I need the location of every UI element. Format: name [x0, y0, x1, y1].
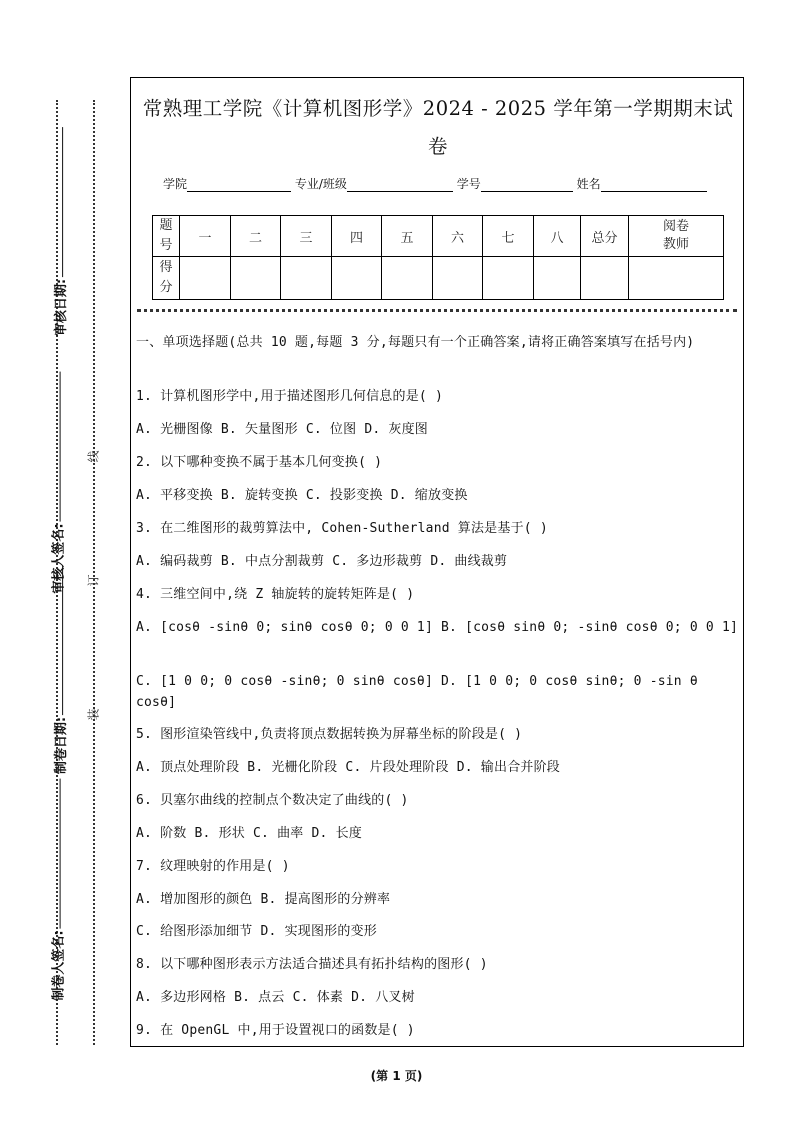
- question-4-options-ab: A. [cosθ -sinθ 0; sinθ cosθ 0; 0 0 1] B. [cosθ sinθ 0; -sinθ cosθ 0; 0 0 1]: [136, 620, 738, 635]
- question-1-stem: 1. 计算机图形学中,用于描述图形几何信息的是( ): [136, 389, 443, 404]
- score-cell-3[interactable]: [281, 257, 332, 300]
- name-field[interactable]: [601, 179, 707, 192]
- question-5-stem: 5. 图形渲染管线中,负责将顶点数据转换为屏幕坐标的阶段是( ): [136, 727, 523, 742]
- question-2-options: A. 平移变换 B. 旋转变换 C. 投影变换 D. 缩放变换: [136, 488, 468, 503]
- score-col-6: 六: [433, 216, 483, 257]
- student-info-row: [163, 175, 707, 192]
- question-2-stem: 2. 以下哪种变换不属于基本几何变换( ): [136, 455, 383, 470]
- binding-char-bind: 装: [86, 708, 101, 721]
- exam-title: 常熟理工学院《计算机图形学》2024 - 2025 学年第一学期期末试 卷: [142, 97, 734, 158]
- score-table: [152, 215, 724, 300]
- exam-paper-frame: [130, 77, 744, 1047]
- score-cell-8[interactable]: [534, 257, 581, 300]
- question-7-stem: 7. 纹理映射的作用是( ): [136, 859, 290, 874]
- compile-date-label: 制卷日期:: [50, 565, 69, 774]
- question-4-options-cd: C. [1 0 0; 0 cosθ -sinθ; 0 sinθ cosθ] D. [1 0 0; 0 cosθ sinθ; 0 -sin θ cosθ]: [136, 674, 698, 710]
- question-8-options: A. 多边形网格 B. 点云 C. 体素 D. 八叉树: [136, 990, 415, 1005]
- question-8-stem: 8. 以下哪种图形表示方法适合描述具有拓扑结构的图形( ): [136, 957, 488, 972]
- score-col-1: 一: [180, 216, 231, 257]
- score-cell-7[interactable]: [483, 257, 534, 300]
- score-col-3: 三: [281, 216, 332, 257]
- name-label: 姓名: [576, 177, 601, 191]
- student-id-field[interactable]: [481, 179, 573, 192]
- college-field[interactable]: [187, 179, 291, 192]
- section-heading: 一、单项选择题(总共 10 题,每题 3 分,每题只有一个正确答案,请将正确答案填写在括号内): [136, 335, 695, 350]
- score-cell-total[interactable]: [581, 257, 629, 300]
- score-label: 得分: [153, 257, 180, 300]
- question-9-stem: 9. 在 OpenGL 中,用于设置视口的函数是( ): [136, 1023, 415, 1038]
- review-date-label: 审核日期:: [50, 127, 69, 336]
- major-class-label: 专业/班级: [294, 177, 347, 191]
- score-col-total: 总分: [581, 216, 629, 257]
- major-class-field[interactable]: [347, 179, 453, 192]
- page-number: (第 1 页): [370, 1069, 423, 1083]
- score-col-grader: 阅卷教师: [629, 216, 724, 257]
- question-7-options-cd: C. 给图形添加细节 D. 实现图形的变形: [136, 924, 377, 939]
- score-col-4: 四: [332, 216, 382, 257]
- question-3-options: A. 编码裁剪 B. 中点分割裁剪 C. 多边形裁剪 D. 曲线裁剪: [136, 554, 508, 569]
- question-number-label: 题号: [153, 216, 180, 257]
- reviewer-signature-label: 审核人签名:: [48, 371, 67, 593]
- question-6-stem: 6. 贝塞尔曲线的控制点个数决定了曲线的( ): [136, 793, 409, 808]
- student-id-label: 学号: [456, 177, 481, 191]
- question-5-options: A. 顶点处理阶段 B. 光栅化阶段 C. 片段处理阶段 D. 输出合并阶段: [136, 760, 561, 775]
- question-3-stem: 3. 在二维图形的裁剪算法中, Cohen-Sutherland 算法是基于( ): [136, 521, 548, 536]
- score-col-7: 七: [483, 216, 534, 257]
- question-4-stem: 4. 三维空间中,绕 Z 轴旋转的旋转矩阵是( ): [136, 587, 415, 602]
- college-label: 学院: [163, 177, 188, 191]
- score-cell-1[interactable]: [180, 257, 231, 300]
- score-col-2: 二: [231, 216, 281, 257]
- binding-dotted-line-inner: [93, 100, 95, 1045]
- score-col-5: 五: [382, 216, 433, 257]
- score-col-8: 八: [534, 216, 581, 257]
- binding-char-line: 线: [86, 450, 101, 463]
- score-cell-grader[interactable]: [629, 257, 724, 300]
- compiler-signature-label: 制卷人签名:: [48, 778, 67, 1000]
- score-cell-6[interactable]: [433, 257, 483, 300]
- header-separator: [137, 309, 737, 312]
- score-table-score-row: [153, 257, 724, 300]
- score-cell-5[interactable]: [382, 257, 433, 300]
- question-6-options: A. 阶数 B. 形状 C. 曲率 D. 长度: [136, 826, 362, 841]
- score-cell-4[interactable]: [332, 257, 382, 300]
- question-1-options: A. 光栅图像 B. 矢量图形 C. 位图 D. 灰度图: [136, 422, 428, 437]
- score-table-header-row: [153, 216, 724, 257]
- binding-char-staple: 订: [86, 574, 101, 587]
- score-cell-2[interactable]: [231, 257, 281, 300]
- question-7-options-ab: A. 增加图形的颜色 B. 提高图形的分辨率: [136, 892, 391, 907]
